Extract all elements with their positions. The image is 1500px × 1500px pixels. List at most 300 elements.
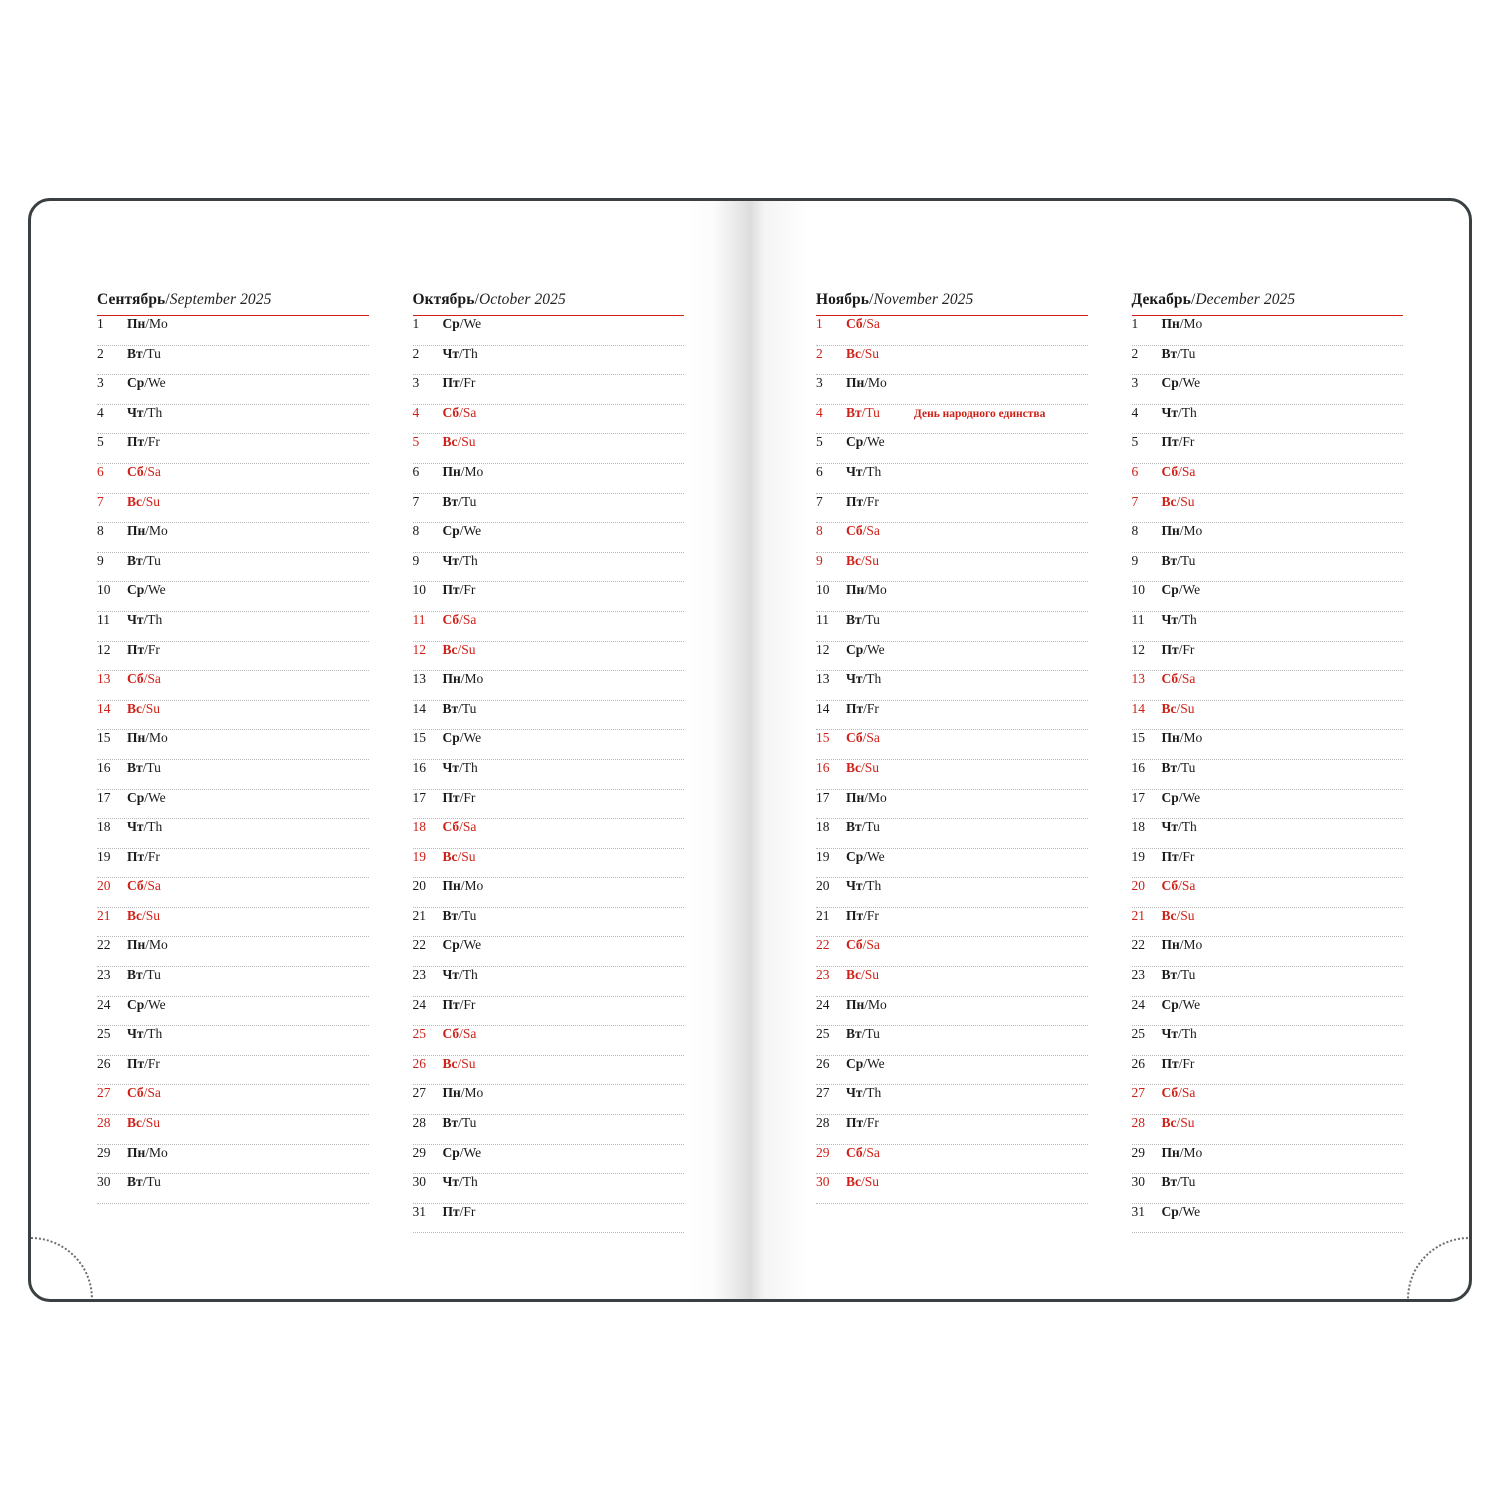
day-row bbox=[1132, 878, 1404, 908]
day-row bbox=[1132, 849, 1404, 879]
day-row bbox=[413, 523, 685, 553]
weekday-ru: Пт bbox=[127, 848, 145, 864]
day-row bbox=[413, 1204, 685, 1234]
weekday-ru: Чт bbox=[442, 967, 460, 983]
weekday-latin: /Fr bbox=[1178, 1055, 1195, 1071]
day-row bbox=[413, 1056, 685, 1086]
day-number: 2 bbox=[412, 345, 420, 361]
weekday-ru: Вс bbox=[1161, 1115, 1177, 1131]
day-row bbox=[816, 819, 1088, 849]
day-number: 26 bbox=[412, 1055, 426, 1071]
weekday-ru: Пн bbox=[127, 937, 146, 953]
day-number: 9 bbox=[412, 552, 420, 568]
weekday-latin: /Th bbox=[143, 1026, 163, 1042]
weekday-ru: Вт bbox=[442, 700, 459, 716]
weekday-ru: Вс bbox=[127, 907, 142, 923]
day-row bbox=[816, 730, 1088, 760]
weekday-latin: /Su bbox=[457, 434, 476, 450]
weekday-ru: Вт bbox=[1161, 552, 1178, 568]
day-row bbox=[1132, 1145, 1404, 1175]
weekday-ru: Ср bbox=[846, 1055, 864, 1071]
day-number: 2 bbox=[97, 345, 104, 361]
weekday-latin: /Sa bbox=[1178, 1085, 1196, 1101]
day-weekday bbox=[1162, 1204, 1201, 1220]
day-row bbox=[1132, 316, 1404, 346]
day-weekday bbox=[846, 582, 887, 598]
weekday-ru: Чт bbox=[442, 759, 460, 775]
weekday-ru: Вс bbox=[442, 641, 458, 657]
month-column-november bbox=[794, 291, 1110, 1239]
day-row bbox=[97, 730, 369, 760]
weekday-latin: /Fr bbox=[863, 493, 879, 509]
day-number: 30 bbox=[97, 1174, 111, 1190]
weekday-ru: Пт bbox=[127, 641, 145, 657]
day-number: 18 bbox=[97, 819, 111, 835]
weekday-latin: /Sa bbox=[459, 404, 477, 420]
day-row bbox=[413, 346, 685, 376]
weekday-latin: /Mo bbox=[460, 1085, 484, 1101]
day-number: 19 bbox=[1131, 848, 1145, 864]
weekday-ru: Сб bbox=[127, 1085, 144, 1101]
month-title-december bbox=[1132, 291, 1404, 316]
day-row bbox=[413, 553, 685, 583]
day-weekday bbox=[127, 997, 166, 1013]
day-row bbox=[413, 790, 685, 820]
day-number: 12 bbox=[1131, 641, 1145, 657]
weekday-latin: /Su bbox=[457, 641, 476, 657]
weekday-latin: /Mo bbox=[1179, 1144, 1203, 1160]
day-weekday bbox=[443, 701, 477, 717]
weekday-ru: Чт bbox=[846, 1085, 863, 1101]
day-row bbox=[413, 434, 685, 464]
day-weekday bbox=[443, 1056, 476, 1072]
day-number: 1 bbox=[97, 316, 104, 331]
day-weekday bbox=[443, 1145, 482, 1161]
day-weekday bbox=[846, 671, 881, 687]
month-title-separator: / bbox=[869, 291, 874, 308]
day-number: 17 bbox=[412, 789, 426, 805]
day-weekday bbox=[127, 878, 161, 894]
day-weekday bbox=[443, 523, 482, 539]
weekday-ru: Ср bbox=[127, 582, 145, 598]
day-row bbox=[1132, 790, 1404, 820]
weekday-latin: /Fr bbox=[144, 848, 160, 864]
day-weekday bbox=[127, 819, 162, 835]
weekday-latin: /Su bbox=[1176, 493, 1195, 509]
weekday-ru: Вт bbox=[127, 345, 143, 361]
day-number: 22 bbox=[412, 937, 426, 953]
day-number: 4 bbox=[97, 404, 104, 420]
weekday-ru: Ср bbox=[1161, 1203, 1179, 1219]
day-row bbox=[816, 967, 1088, 997]
weekday-ru: Сб bbox=[442, 819, 460, 835]
day-row bbox=[97, 582, 369, 612]
day-number: 29 bbox=[97, 1144, 111, 1160]
weekday-ru: Ср bbox=[127, 789, 145, 805]
day-row bbox=[816, 760, 1088, 790]
weekday-ru: Пт bbox=[1161, 641, 1179, 657]
weekday-latin: /Mo bbox=[864, 789, 887, 805]
weekday-latin: /We bbox=[1178, 582, 1201, 598]
day-weekday bbox=[1162, 1174, 1196, 1190]
weekday-ru: Пн bbox=[1161, 523, 1180, 539]
day-number: 21 bbox=[816, 907, 830, 923]
day-row bbox=[816, 316, 1088, 346]
day-weekday bbox=[1162, 790, 1201, 806]
weekday-ru: Чт bbox=[127, 819, 144, 835]
day-weekday bbox=[846, 1174, 879, 1190]
day-number: 30 bbox=[816, 1174, 830, 1190]
weekday-latin: /We bbox=[1178, 789, 1201, 805]
day-number: 28 bbox=[97, 1115, 111, 1131]
day-row bbox=[1132, 997, 1404, 1027]
day-weekday bbox=[846, 849, 885, 865]
day-weekday bbox=[127, 1115, 160, 1131]
day-row bbox=[97, 967, 369, 997]
weekday-ru: Вс bbox=[846, 1174, 861, 1190]
month-column-december bbox=[1110, 291, 1426, 1239]
weekday-ru: Вс bbox=[1161, 493, 1177, 509]
day-number: 29 bbox=[1131, 1144, 1145, 1160]
day-number: 16 bbox=[97, 759, 111, 775]
weekday-ru: Вт bbox=[442, 1115, 459, 1131]
weekday-latin: /We bbox=[459, 1144, 482, 1160]
day-row bbox=[413, 1026, 685, 1056]
day-row bbox=[1132, 701, 1404, 731]
month-title-september bbox=[97, 291, 369, 316]
day-row bbox=[97, 405, 369, 435]
weekday-latin: /Tu bbox=[1177, 967, 1196, 983]
weekday-latin: /We bbox=[863, 641, 885, 657]
day-number: 8 bbox=[1131, 523, 1139, 539]
day-weekday bbox=[443, 671, 484, 687]
day-weekday bbox=[1162, 849, 1195, 865]
day-weekday bbox=[127, 671, 161, 687]
weekday-ru: Ср bbox=[127, 375, 145, 391]
weekday-ru: Чт bbox=[1161, 611, 1179, 627]
day-number: 12 bbox=[816, 641, 830, 657]
weekday-latin: /Fr bbox=[863, 1115, 879, 1131]
month-name-en: November 2025 bbox=[873, 291, 974, 308]
day-weekday bbox=[443, 937, 482, 953]
month-title-october bbox=[413, 291, 685, 316]
weekday-ru: Сб bbox=[442, 1026, 460, 1042]
weekday-latin: /Sa bbox=[1178, 671, 1196, 687]
day-number: 18 bbox=[816, 819, 830, 835]
day-row bbox=[97, 908, 369, 938]
day-number: 26 bbox=[816, 1055, 830, 1071]
day-row bbox=[816, 1056, 1088, 1086]
weekday-latin: /Su bbox=[142, 907, 161, 923]
day-number: 12 bbox=[412, 641, 426, 657]
weekday-latin: /Sa bbox=[459, 1026, 477, 1042]
day-number: 31 bbox=[412, 1203, 426, 1219]
day-weekday bbox=[846, 553, 879, 569]
day-weekday bbox=[127, 908, 160, 924]
day-number: 24 bbox=[97, 996, 111, 1012]
day-row bbox=[413, 1085, 685, 1115]
day-number: 9 bbox=[97, 552, 104, 568]
day-number: 11 bbox=[97, 611, 110, 627]
planner-book bbox=[28, 198, 1472, 1302]
day-row bbox=[816, 1115, 1088, 1145]
day-number: 14 bbox=[412, 700, 426, 716]
weekday-latin: /Su bbox=[1176, 700, 1195, 716]
day-number: 24 bbox=[412, 996, 426, 1012]
weekday-ru: Вт bbox=[127, 759, 143, 775]
day-number: 23 bbox=[97, 967, 111, 983]
weekday-ru: Сб bbox=[1161, 671, 1179, 687]
weekday-ru: Вт bbox=[846, 611, 862, 627]
weekday-latin: /Mo bbox=[460, 463, 484, 479]
day-weekday bbox=[443, 1174, 478, 1190]
day-weekday bbox=[127, 1174, 161, 1190]
day-number: 19 bbox=[97, 848, 111, 864]
day-row bbox=[413, 849, 685, 879]
day-weekday bbox=[443, 494, 477, 510]
day-number: 10 bbox=[1131, 582, 1145, 598]
day-number: 12 bbox=[97, 641, 111, 657]
day-weekday bbox=[846, 464, 881, 480]
weekday-ru: Вс bbox=[846, 552, 861, 568]
weekday-ru: Чт bbox=[1161, 1026, 1179, 1042]
weekday-ru: Пн bbox=[846, 375, 865, 391]
day-row bbox=[816, 790, 1088, 820]
weekday-latin: /Fr bbox=[863, 700, 879, 716]
day-row bbox=[1132, 671, 1404, 701]
weekday-ru: Пт bbox=[846, 907, 864, 923]
weekday-latin: /Su bbox=[861, 552, 880, 568]
weekday-latin: /Th bbox=[862, 878, 882, 894]
weekday-ru: Пн bbox=[442, 463, 461, 479]
weekday-ru: Вт bbox=[1161, 759, 1178, 775]
weekday-ru: Сб bbox=[846, 1144, 863, 1160]
weekday-ru: Вс bbox=[127, 493, 142, 509]
weekday-latin: /Fr bbox=[1178, 641, 1195, 657]
weekday-latin: /Fr bbox=[863, 907, 879, 923]
weekday-latin: /Th bbox=[143, 611, 163, 627]
day-number: 15 bbox=[97, 730, 111, 746]
weekday-latin: /Su bbox=[457, 848, 476, 864]
weekday-latin: /We bbox=[144, 789, 166, 805]
weekday-latin: /Th bbox=[1178, 404, 1197, 420]
day-number: 22 bbox=[1131, 937, 1145, 953]
day-number: 27 bbox=[1131, 1085, 1145, 1101]
day-number: 10 bbox=[97, 582, 111, 598]
day-number: 25 bbox=[412, 1026, 426, 1042]
day-weekday bbox=[1162, 1115, 1195, 1131]
weekday-latin: /Mo bbox=[145, 523, 168, 539]
day-row bbox=[97, 1174, 369, 1204]
weekday-latin: /Th bbox=[862, 1085, 882, 1101]
weekday-ru: Вт bbox=[127, 1174, 143, 1190]
weekday-latin: /Fr bbox=[459, 375, 476, 391]
weekday-latin: /Tu bbox=[142, 967, 161, 983]
day-number: 28 bbox=[816, 1115, 830, 1131]
weekday-ru: Чт bbox=[442, 1174, 460, 1190]
day-number: 31 bbox=[1131, 1203, 1145, 1219]
day-row bbox=[1132, 1174, 1404, 1204]
day-row bbox=[97, 375, 369, 405]
weekday-ru: Вт bbox=[846, 819, 862, 835]
day-row bbox=[816, 553, 1088, 583]
day-row bbox=[816, 1085, 1088, 1115]
month-name-ru: Сентябрь bbox=[97, 291, 166, 308]
day-row bbox=[97, 1145, 369, 1175]
day-number: 28 bbox=[412, 1115, 426, 1131]
day-row bbox=[1132, 582, 1404, 612]
weekday-latin: /Fr bbox=[1178, 848, 1195, 864]
month-name-en: October 2025 bbox=[478, 291, 566, 308]
day-number: 3 bbox=[97, 375, 104, 391]
weekday-ru: Сб bbox=[127, 671, 144, 687]
weekday-latin: /Tu bbox=[458, 700, 477, 716]
weekday-ru: Чт bbox=[127, 611, 144, 627]
day-number: 26 bbox=[97, 1055, 111, 1071]
day-weekday bbox=[127, 553, 161, 569]
weekday-latin: /Sa bbox=[143, 878, 161, 894]
day-list-october bbox=[413, 316, 685, 1233]
day-number: 7 bbox=[412, 493, 420, 509]
day-weekday bbox=[443, 997, 476, 1013]
weekday-latin: /Su bbox=[1176, 1115, 1195, 1131]
weekday-ru: Пн bbox=[1161, 730, 1180, 746]
day-number: 25 bbox=[1131, 1026, 1145, 1042]
day-number: 9 bbox=[816, 552, 823, 568]
day-number: 29 bbox=[412, 1144, 426, 1160]
day-row bbox=[1132, 346, 1404, 376]
day-weekday bbox=[1162, 612, 1197, 628]
weekday-latin: /We bbox=[144, 582, 166, 598]
weekday-latin: /Su bbox=[142, 493, 161, 509]
weekday-latin: /Su bbox=[861, 967, 880, 983]
weekday-latin: /Sa bbox=[862, 1144, 880, 1160]
weekday-latin: /Mo bbox=[864, 375, 887, 391]
weekday-ru: Ср bbox=[442, 730, 460, 746]
day-weekday bbox=[846, 316, 880, 332]
day-number: 27 bbox=[412, 1085, 426, 1101]
day-number: 6 bbox=[412, 463, 420, 479]
day-row bbox=[816, 1174, 1088, 1204]
day-weekday bbox=[846, 434, 885, 450]
weekday-latin: /Su bbox=[861, 345, 880, 361]
day-weekday bbox=[443, 1085, 484, 1101]
weekday-ru: Чт bbox=[846, 463, 863, 479]
day-weekday bbox=[443, 1204, 476, 1220]
weekday-ru: Пн bbox=[442, 671, 461, 687]
day-number: 7 bbox=[816, 493, 823, 509]
weekday-latin: /We bbox=[1178, 996, 1201, 1012]
day-row bbox=[413, 494, 685, 524]
day-number: 4 bbox=[412, 404, 420, 420]
weekday-ru: Пт bbox=[1161, 848, 1179, 864]
day-weekday bbox=[846, 908, 879, 924]
day-number: 20 bbox=[412, 878, 426, 894]
weekday-latin: /Mo bbox=[864, 582, 887, 598]
weekday-ru: Сб bbox=[442, 611, 460, 627]
day-weekday bbox=[127, 760, 161, 776]
day-number: 6 bbox=[816, 463, 823, 479]
day-row bbox=[97, 937, 369, 967]
weekday-ru: Пн bbox=[1161, 1144, 1180, 1160]
day-row bbox=[1132, 1026, 1404, 1056]
day-weekday bbox=[1162, 494, 1195, 510]
day-row bbox=[816, 937, 1088, 967]
day-number: 25 bbox=[97, 1026, 111, 1042]
day-weekday bbox=[127, 1056, 160, 1072]
day-weekday bbox=[1162, 937, 1203, 953]
day-number: 15 bbox=[816, 730, 830, 746]
weekday-latin: /Th bbox=[143, 819, 163, 835]
day-weekday bbox=[443, 1026, 477, 1042]
day-row bbox=[816, 878, 1088, 908]
weekday-latin: /Th bbox=[1178, 1026, 1197, 1042]
day-row bbox=[413, 642, 685, 672]
day-row bbox=[413, 730, 685, 760]
day-weekday bbox=[127, 937, 168, 953]
weekday-latin: /Mo bbox=[1179, 523, 1203, 539]
weekday-ru: Пн bbox=[846, 582, 865, 598]
weekday-latin: /Tu bbox=[861, 819, 880, 835]
weekday-latin: /Su bbox=[142, 1115, 161, 1131]
day-number: 22 bbox=[816, 937, 830, 953]
day-list-november bbox=[816, 316, 1088, 1204]
weekday-latin: /Fr bbox=[1178, 434, 1195, 450]
day-weekday bbox=[1162, 819, 1197, 835]
day-row bbox=[816, 849, 1088, 879]
weekday-latin: /Th bbox=[1178, 819, 1197, 835]
weekday-latin: /Fr bbox=[459, 996, 476, 1012]
weekday-ru: Пн bbox=[846, 789, 865, 805]
weekday-latin: /Tu bbox=[458, 1115, 477, 1131]
weekday-latin: /Tu bbox=[861, 1026, 880, 1042]
month-title-november bbox=[816, 291, 1088, 316]
day-row bbox=[1132, 612, 1404, 642]
day-row bbox=[97, 642, 369, 672]
weekday-ru: Пт bbox=[846, 1115, 864, 1131]
day-row bbox=[1132, 1115, 1404, 1145]
day-row bbox=[97, 760, 369, 790]
weekday-ru: Вс bbox=[442, 848, 458, 864]
day-number: 27 bbox=[97, 1085, 111, 1101]
weekday-ru: Пн bbox=[1161, 316, 1180, 331]
day-row bbox=[1132, 967, 1404, 997]
day-weekday bbox=[846, 997, 887, 1013]
day-weekday bbox=[846, 819, 880, 835]
weekday-latin: /Sa bbox=[459, 819, 477, 835]
month-columns-right bbox=[750, 201, 1469, 1299]
month-name-ru: Декабрь bbox=[1131, 291, 1191, 308]
weekday-latin: /Tu bbox=[1177, 552, 1196, 568]
day-weekday bbox=[443, 878, 484, 894]
day-row bbox=[97, 790, 369, 820]
day-number: 2 bbox=[816, 345, 823, 361]
day-weekday bbox=[846, 523, 880, 539]
day-weekday bbox=[1162, 523, 1203, 539]
weekday-latin: /Fr bbox=[144, 641, 160, 657]
day-weekday bbox=[443, 1115, 477, 1131]
weekday-latin: /Fr bbox=[459, 1203, 476, 1219]
day-row bbox=[413, 375, 685, 405]
day-weekday bbox=[1162, 701, 1195, 717]
day-number: 11 bbox=[816, 611, 829, 627]
weekday-latin: /Th bbox=[459, 552, 478, 568]
day-weekday bbox=[1162, 908, 1195, 924]
day-row bbox=[816, 701, 1088, 731]
weekday-latin: /Tu bbox=[142, 345, 161, 361]
day-row bbox=[816, 464, 1088, 494]
day-number: 8 bbox=[97, 523, 104, 539]
